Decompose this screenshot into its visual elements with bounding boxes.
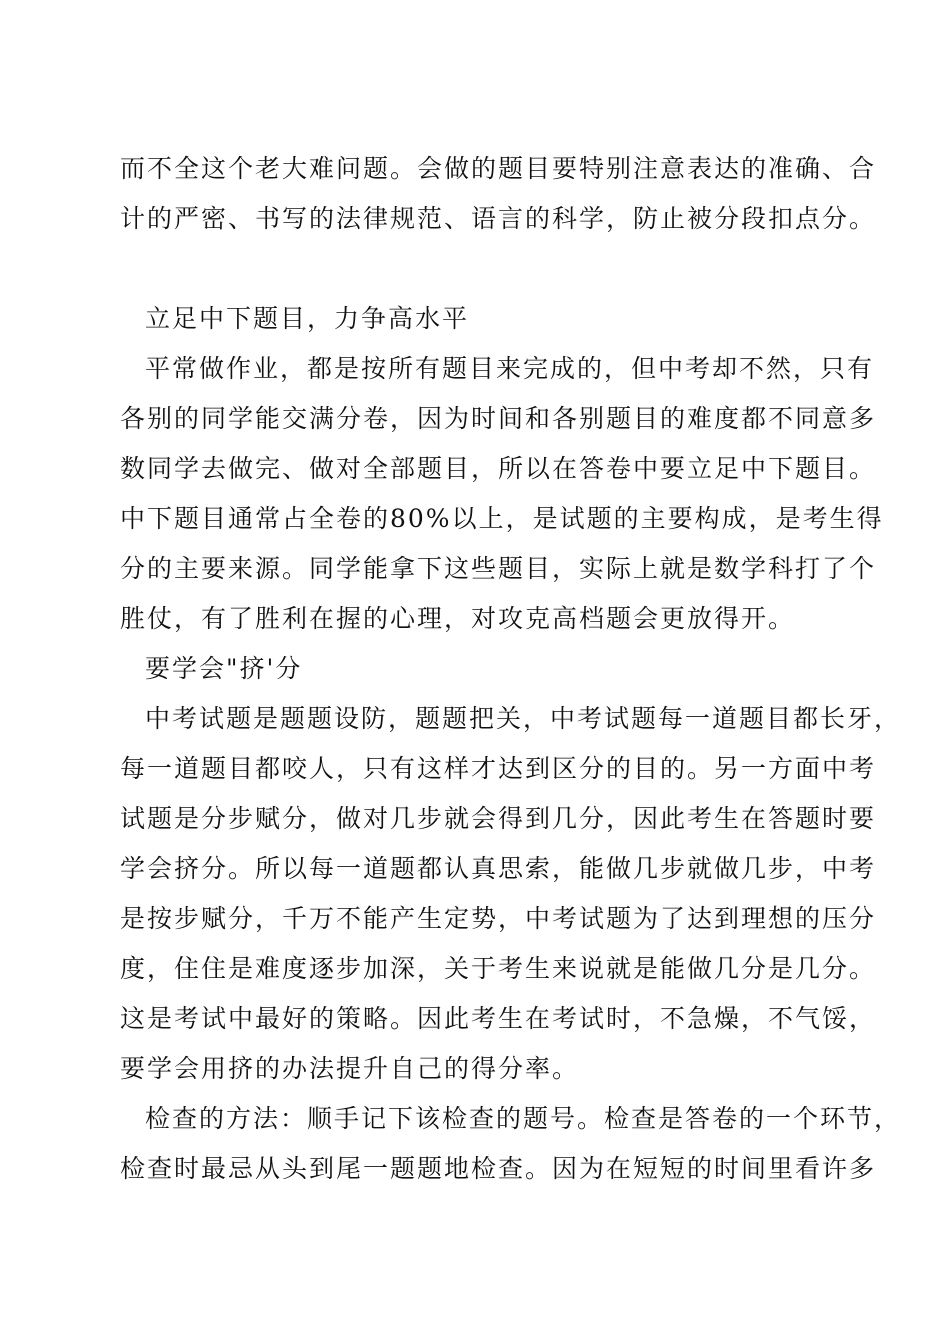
text-line: 试题是分步赋分，做对几步就会得到几分，因此考生在答题时要 — [120, 804, 877, 833]
text-line: 计的严密、书写的法律规范、语言的科学，防止被分段扣点分。 — [120, 204, 877, 233]
text-line: 而不全这个老大难问题。会做的题目要特别注意表达的准确、合 — [120, 154, 877, 183]
text-line: 要学会用挤的办法提升自己的得分率。 — [120, 1054, 580, 1083]
text-line: 每一道题目都咬人，只有这样才达到区分的目的。另一方面中考 — [120, 754, 877, 783]
text-line: 检查的方法：顺手记下该检查的题号。检查是答卷的一个环节， — [145, 1104, 902, 1133]
section-heading: 立足中下题目，力争高水平 — [145, 304, 470, 333]
text-line: 检查时最忌从头到尾一题题地检查。因为在短短的时间里看许多 — [120, 1154, 877, 1183]
section-heading: 要学会"挤'分 — [145, 654, 303, 683]
text-line: 胜仗，有了胜利在握的心理，对攻克高档题会更放得开。 — [120, 604, 796, 633]
text-line: 各别的同学能交满分卷，因为时间和各别题目的难度都不同意多 — [120, 404, 877, 433]
text-line: 数同学去做完、做对全部题目，所以在答卷中要立足中下题目。 — [120, 454, 877, 483]
text-line: 学会挤分。所以每一道题都认真思索，能做几步就做几步，中考 — [120, 854, 877, 883]
text-line: 分的主要来源。同学能拿下这些题目，实际上就是数学科打了个 — [120, 554, 877, 583]
text-line: 中考试题是题题设防，题题把关，中考试题每一道题目都长牙， — [145, 704, 902, 733]
text-line: 这是考试中最好的策略。因此考生在考试时，不急燥，不气馁， — [120, 1004, 877, 1033]
text-line: 是按步赋分，千万不能产生定势，中考试题为了达到理想的压分 — [120, 904, 877, 933]
text-line: 度，住住是难度逐步加深，关于考生来说就是能做几分是几分。 — [120, 954, 877, 983]
text-line: 平常做作业，都是按所有题目来完成的，但中考却不然，只有 — [145, 354, 875, 383]
text-line: 中下题目通常占全卷的80%以上，是试题的主要构成，是考生得 — [120, 504, 884, 533]
